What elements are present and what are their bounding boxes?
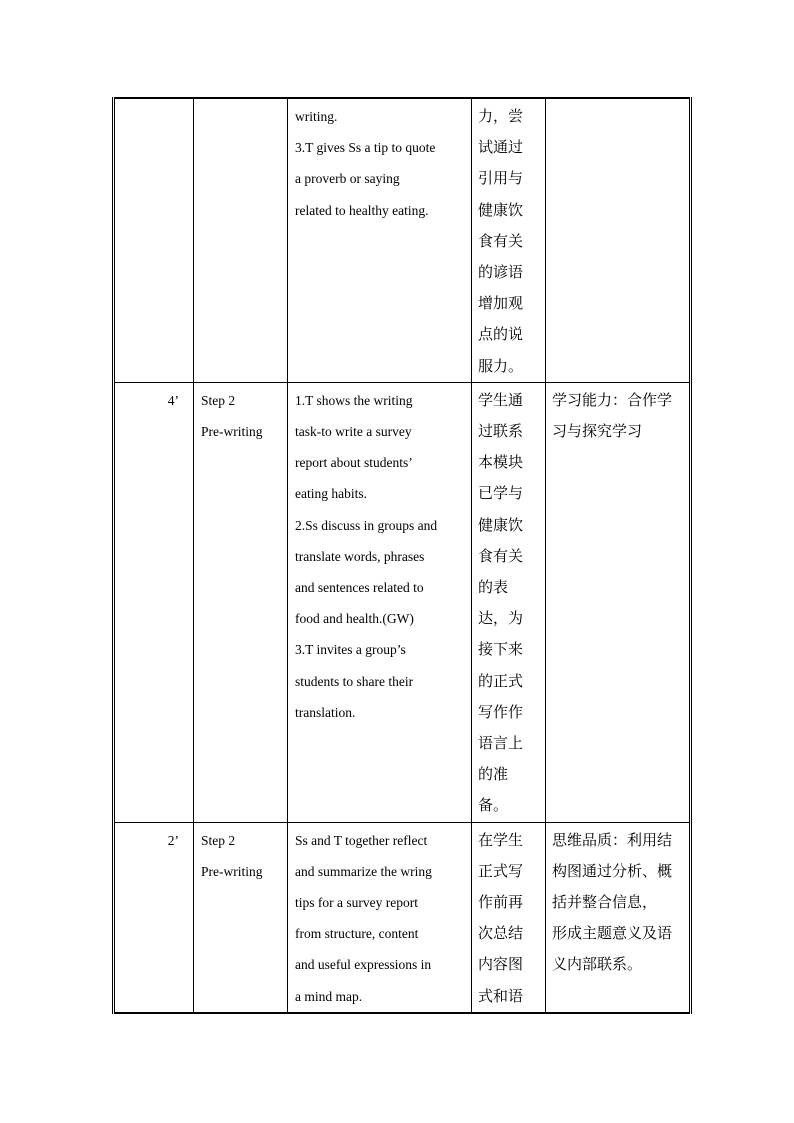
purpose-cell-line: 正式写 [478, 861, 524, 880]
process-cell [288, 98, 472, 382]
purpose-cell-line: 过联系 [478, 422, 524, 441]
step-cell-line: Pre-writing [201, 424, 263, 440]
competency-cell-line: 习与探究学习 [552, 422, 643, 441]
step-cell-line: Step 2 [201, 832, 236, 848]
process-cell-line: 1.T shows the writing [295, 392, 413, 408]
step-cell [194, 822, 288, 1013]
competency-cell-line: 义内部联系。 [552, 955, 643, 974]
step-cell-text [194, 99, 287, 101]
purpose-cell-text [472, 823, 545, 1012]
table-row [114, 382, 691, 822]
purpose-cell [472, 382, 546, 822]
purpose-cell-line: 食有关 [478, 231, 524, 250]
purpose-cell-line: 的正式 [478, 671, 524, 690]
purpose-cell-line: 的表 [478, 578, 509, 597]
purpose-cell-line: 备。 [478, 796, 509, 815]
process-cell-line: task-to write a survey [295, 424, 412, 440]
process-cell [288, 382, 472, 822]
process-cell-line: tips for a survey report [295, 895, 418, 911]
competency-cell-line: 形成主题意义及语 [552, 924, 673, 943]
purpose-cell-line: 服力。 [478, 356, 524, 375]
step-cell-text [194, 383, 287, 447]
purpose-cell-line: 达，为 [478, 609, 524, 628]
competency-cell-line: 括并整合信息， [552, 893, 658, 912]
time-cell [114, 822, 194, 1013]
competency-cell [546, 98, 691, 382]
step-cell-line: Pre-writing [201, 863, 263, 879]
step-cell [194, 98, 288, 382]
purpose-cell-line: 接下来 [478, 640, 524, 659]
process-cell [288, 822, 472, 1013]
lesson-plan-table [112, 97, 692, 1014]
process-cell-line: a mind map. [295, 988, 363, 1004]
process-cell-line: from structure, content [295, 926, 419, 942]
time-cell-text: 4’ [167, 392, 179, 408]
purpose-cell-line: 内容图 [478, 955, 524, 974]
process-cell-line: and sentences related to [295, 580, 424, 596]
step-cell [194, 382, 288, 822]
process-cell-line: 3.T gives Ss a tip to quote [295, 140, 436, 156]
process-cell-line: translation. [295, 704, 356, 720]
purpose-cell-line: 在学生 [478, 830, 524, 849]
time-cell-text: 2’ [167, 832, 179, 848]
process-cell-line: food and health.(GW) [295, 611, 414, 627]
purpose-cell-line: 引用与 [478, 169, 524, 188]
purpose-cell-line: 学生通 [478, 390, 524, 409]
lesson-plan-body [114, 98, 691, 1013]
purpose-cell-line: 本模块 [478, 453, 524, 472]
process-cell-line: report about students’ [295, 455, 413, 471]
process-cell-line: 2.Ss discuss in groups and [295, 517, 438, 533]
competency-cell-line: 思维品质：利用结 [552, 830, 673, 849]
process-cell-line: related to healthy eating. [295, 202, 429, 218]
process-cell-line: eating habits. [295, 486, 367, 502]
table-row [114, 822, 691, 1013]
purpose-cell-line: 试通过 [478, 138, 524, 157]
step-cell-text [194, 823, 287, 887]
competency-cell [546, 382, 691, 822]
process-cell-line: translate words, phrases [295, 548, 425, 564]
competency-cell-text [546, 823, 689, 981]
purpose-cell-line: 食有关 [478, 546, 524, 565]
purpose-cell [472, 822, 546, 1013]
process-cell-text [288, 823, 471, 1012]
purpose-cell [472, 98, 546, 382]
purpose-cell-text [472, 99, 545, 382]
purpose-cell-line: 次总结 [478, 924, 524, 943]
table-row [114, 98, 691, 382]
purpose-cell-line: 写作作 [478, 702, 524, 721]
step-cell-line: Step 2 [201, 392, 236, 408]
competency-cell [546, 822, 691, 1013]
purpose-cell-text [472, 383, 545, 822]
process-cell-line: Ss and T together reflect [295, 832, 428, 848]
competency-cell-text [546, 99, 689, 101]
purpose-cell-line: 式和语 [478, 986, 524, 1005]
time-cell [114, 382, 194, 822]
purpose-cell-line: 语言上 [478, 734, 524, 753]
purpose-cell-line: 力，尝 [478, 107, 524, 125]
purpose-cell-line: 点的说 [478, 325, 524, 344]
process-cell-line: students to share their [295, 673, 414, 689]
process-cell-text [288, 383, 471, 728]
purpose-cell-line: 的谚语 [478, 263, 524, 282]
time-cell [114, 98, 194, 382]
competency-cell-line: 学习能力：合作学 [552, 390, 673, 409]
competency-cell-line: 构图通过分析、概 [552, 861, 673, 880]
time-cell-text [115, 99, 193, 101]
purpose-cell-line: 的准 [478, 765, 509, 784]
process-cell-text [288, 99, 471, 226]
purpose-cell-line: 增加观 [478, 294, 524, 313]
process-cell-line: and useful expressions in [295, 957, 432, 973]
process-cell-line: writing. [295, 109, 338, 124]
process-cell-line: a proverb or saying [295, 171, 400, 187]
purpose-cell-line: 作前再 [478, 893, 524, 912]
process-cell-line: and summarize the wring [295, 863, 432, 879]
competency-cell-text [546, 383, 689, 447]
purpose-cell-line: 健康饮 [478, 200, 524, 219]
purpose-cell-line: 已学与 [478, 484, 524, 503]
purpose-cell-line: 健康饮 [478, 515, 524, 534]
process-cell-line: 3.T invites a group’s [295, 642, 406, 658]
